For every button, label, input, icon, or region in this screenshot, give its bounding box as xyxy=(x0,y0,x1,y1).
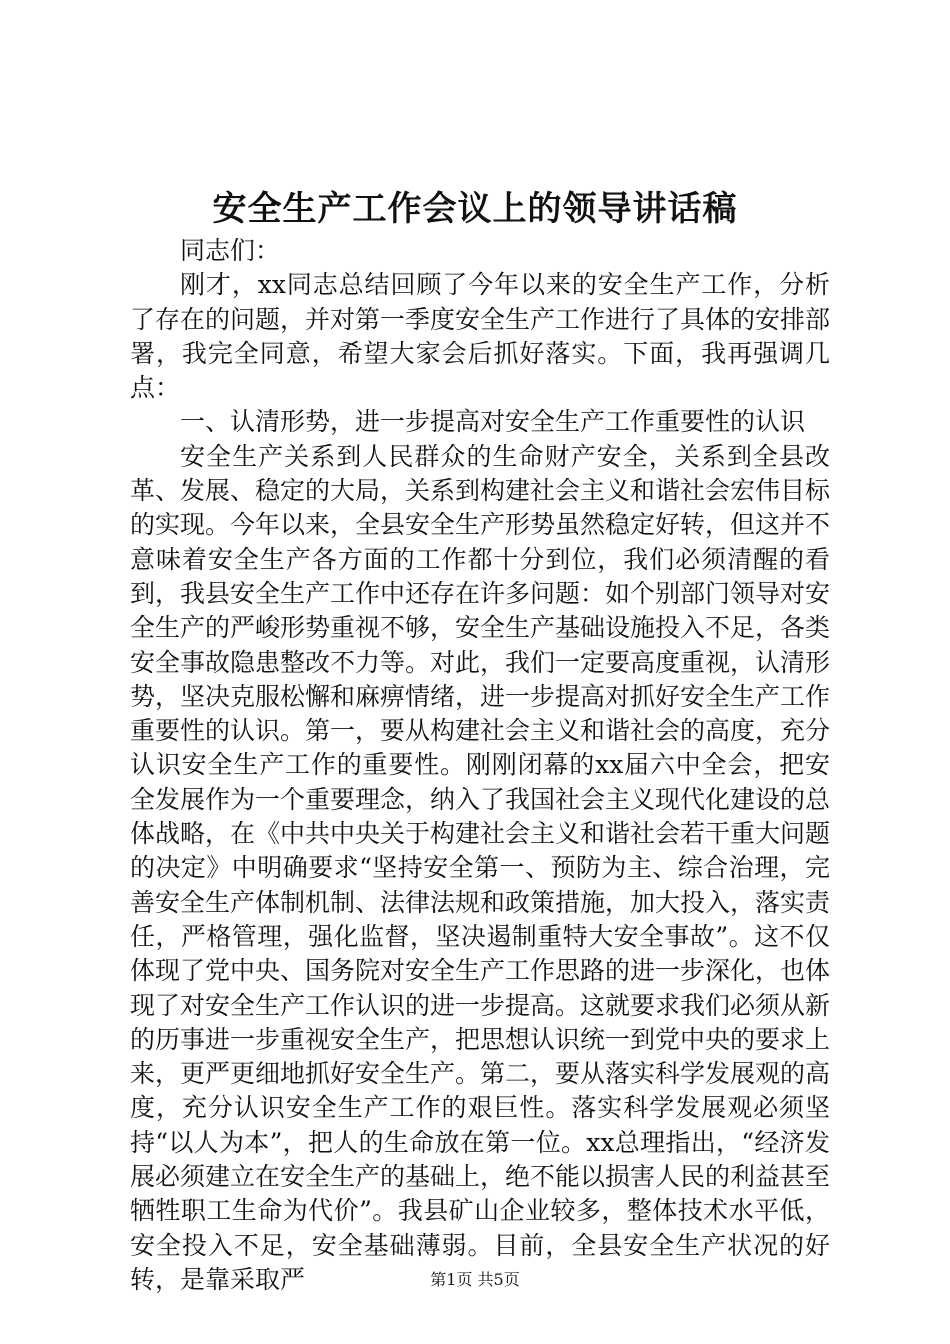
section-heading: 一、认清形势，进一步提高对安全生产工作重要性的认识 xyxy=(180,407,806,437)
salutation: 同志们： xyxy=(180,236,281,265)
document-body xyxy=(130,234,830,1297)
paragraph-main: 安全生产关系到人民群众的生命财产安全，关系到全县改革、发展、稳定的大局，关系到构建社会主义和谐社会宏伟目标的实现。今年以来，全县安全生产形势虽然稳定好转，但这并不意味着安全生产各方面的工作都十分到位，我们必须清醒的看到，我县安全生产工作中还存在许多问题：如个别部门领导对安全生产的严峻形势重视不够，安全生产基础设施投入不足，各类安全事故隐患整改不力等。对此，我们一定要高度重视，认清形势，坚决克服松懈和麻痹情绪，进一步提高对抓好安全生产工作重要性的认识。第一，要从构建社会主义和谐社会的高度，充分认识安全生产工作的重要性。刚刚闭幕的xx届六中全会，把安全发展作为一个重要理念，纳入了我国社会主义现代化建设的总体战略，在《中共中央关于构建社会主义和谐社会若干重大问题的决定》中明确要求“坚持安全第一、预防为主、综合治理，完善安全生产体制机制、法律法规和政策措施，加大投入，落实责任，严格管理，强化监督，坚决遏制重特大安全事故”。这不仅体现了党中央、国务院对安全生产工作思路的进一步深化，也体现了对安全生产工作认识的进一步提高。这就要求我们必须从新的历事进一步重视安全生产，把思想认识统一到党中央的要求上来，更严更细地抓好安全生产。第二，要从落实科学发展观的高度，充分认识安全生产工作的艰巨性。落实科学发展观必须坚持“以人为本”，把人的生命放在第一位。xx总理指出，“经济发展必须建立在安全生产的基础上，绝不能以损害人民的利益甚至牺牲职工生命为代价”。我县矿山企业较多，整体技术水平低，安全投入不足，安全基础薄弱。目前，全县安全生产状况的好转，是靠采取严 xyxy=(130,441,831,1294)
document-title: 安全生产工作会议上的领导讲话稿 xyxy=(212,189,738,229)
page-footer: 第1页 共5页 xyxy=(430,1270,520,1289)
paragraph-intro: 刚才，xx同志总结回顾了今年以来的安全生产工作，分析了存在的问题，并对第一季度安全生产工作进行了具体的安排部署，我完全同意，希望大家会后抓好落实。下面，我再强调几点： xyxy=(130,270,831,403)
